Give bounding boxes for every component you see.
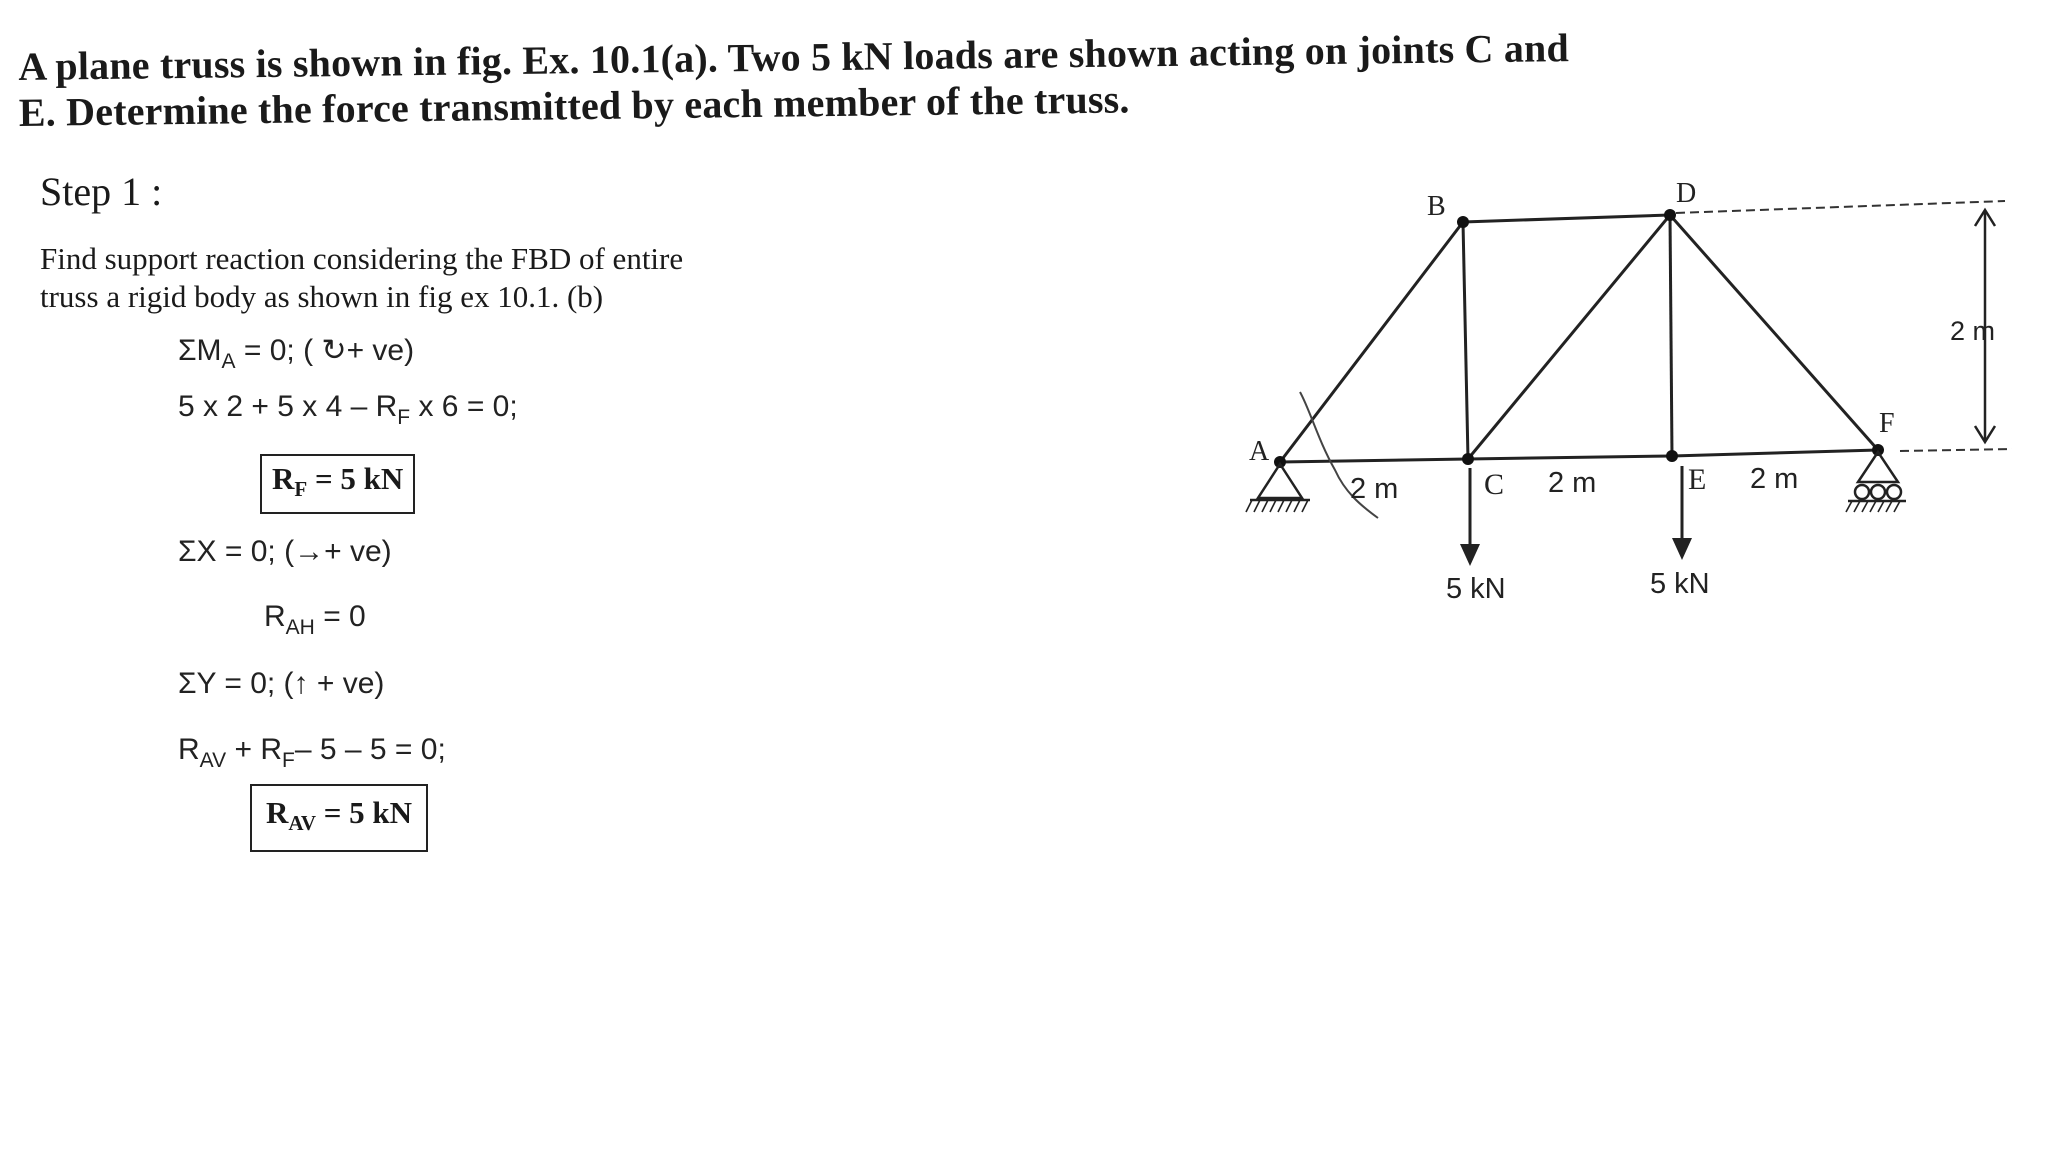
problem-line-1: A plane truss is shown in fig. Ex. 10.1(a). Two 5 kN loads are shown acting on joints C and bbox=[18, 25, 1570, 89]
rav-result-box bbox=[250, 784, 428, 852]
y-sub2: F bbox=[282, 749, 295, 772]
sum-y-equation: ΣY = 0; (↑ + ve) bbox=[178, 667, 385, 700]
joint-c-dot bbox=[1462, 453, 1474, 465]
truss-figure bbox=[1230, 150, 2020, 630]
step-title: Step 1 : bbox=[40, 169, 163, 214]
rah-sub: AH bbox=[285, 616, 315, 639]
load-label-c: 5 kN bbox=[1446, 573, 1506, 605]
joint-d-dot bbox=[1664, 209, 1676, 221]
problem-statement bbox=[18, 25, 1579, 136]
member-cd bbox=[1468, 215, 1670, 459]
rf-result-box bbox=[260, 454, 415, 514]
label-joint-d: D bbox=[1676, 178, 1697, 209]
moment-equation bbox=[178, 333, 414, 374]
rav-sub: AV bbox=[288, 811, 317, 835]
member-ce bbox=[1468, 456, 1672, 459]
label-joint-e: E bbox=[1688, 463, 1707, 496]
rf-b: = 5 kN bbox=[307, 461, 404, 496]
member-bc bbox=[1463, 222, 1468, 459]
rav-b: = 5 kN bbox=[316, 795, 413, 830]
member-ac bbox=[1280, 459, 1468, 462]
height-label: 2 m bbox=[1950, 316, 1996, 346]
label-joint-a: A bbox=[1249, 436, 1270, 467]
intro-line-1: Find support reaction considering the FBD of entire bbox=[40, 241, 684, 276]
label-joint-f: F bbox=[1879, 408, 1895, 439]
span-label-2: 2 m bbox=[1548, 467, 1597, 499]
problem-line-2: E. Determine the force transmitted by each member of the truss. bbox=[18, 76, 1130, 135]
rf-sub: F bbox=[294, 477, 308, 501]
span-label-3: 2 m bbox=[1750, 463, 1799, 495]
label-joint-b: B bbox=[1427, 191, 1446, 222]
member-ef bbox=[1672, 450, 1878, 456]
pin-support-a bbox=[1246, 464, 1310, 512]
member-df bbox=[1670, 215, 1878, 450]
y-c: – 5 – 5 = 0; bbox=[294, 733, 446, 766]
rah-b: = 0 bbox=[314, 600, 366, 633]
rah-a: R bbox=[264, 600, 286, 633]
moment-sub: A bbox=[221, 350, 236, 373]
member-bd bbox=[1463, 215, 1670, 222]
moment-expr-a: 5 x 2 + 5 x 4 – R bbox=[178, 390, 398, 423]
sum-x-equation: ΣX = 0; (→+ ve) bbox=[178, 535, 392, 568]
truss-members bbox=[1280, 215, 1878, 462]
load-label-e: 5 kN bbox=[1650, 568, 1710, 600]
y-sub1: AV bbox=[199, 749, 227, 772]
rf-a: R bbox=[272, 461, 295, 496]
joint-b-dot bbox=[1457, 216, 1469, 228]
rah-equation bbox=[264, 600, 366, 640]
step-intro bbox=[40, 240, 780, 316]
dashed-top-line bbox=[1676, 201, 2005, 213]
span-label-1: 2 m bbox=[1350, 473, 1399, 505]
moment-expr-b: x 6 = 0; bbox=[410, 390, 518, 423]
dashed-bottom-line bbox=[1900, 449, 2012, 451]
truss-joints bbox=[1274, 209, 1884, 468]
roller-support-f bbox=[1846, 452, 1906, 512]
moment-rest: = 0; ( ↻+ ve) bbox=[235, 334, 415, 367]
joint-e-dot bbox=[1666, 450, 1678, 462]
intro-line-2: truss a rigid body as shown in fig ex 10.1. (b) bbox=[40, 279, 604, 314]
y-expression bbox=[178, 733, 446, 773]
moment-expression bbox=[178, 390, 518, 430]
label-joint-c: C bbox=[1484, 468, 1505, 501]
member-de bbox=[1670, 215, 1672, 456]
y-b: + R bbox=[226, 733, 282, 766]
y-a: R bbox=[178, 733, 200, 766]
member-ab bbox=[1280, 222, 1463, 462]
rav-a: R bbox=[266, 795, 289, 830]
moment-lhs: ΣM bbox=[178, 334, 222, 367]
moment-expr-sub: F bbox=[397, 406, 411, 429]
